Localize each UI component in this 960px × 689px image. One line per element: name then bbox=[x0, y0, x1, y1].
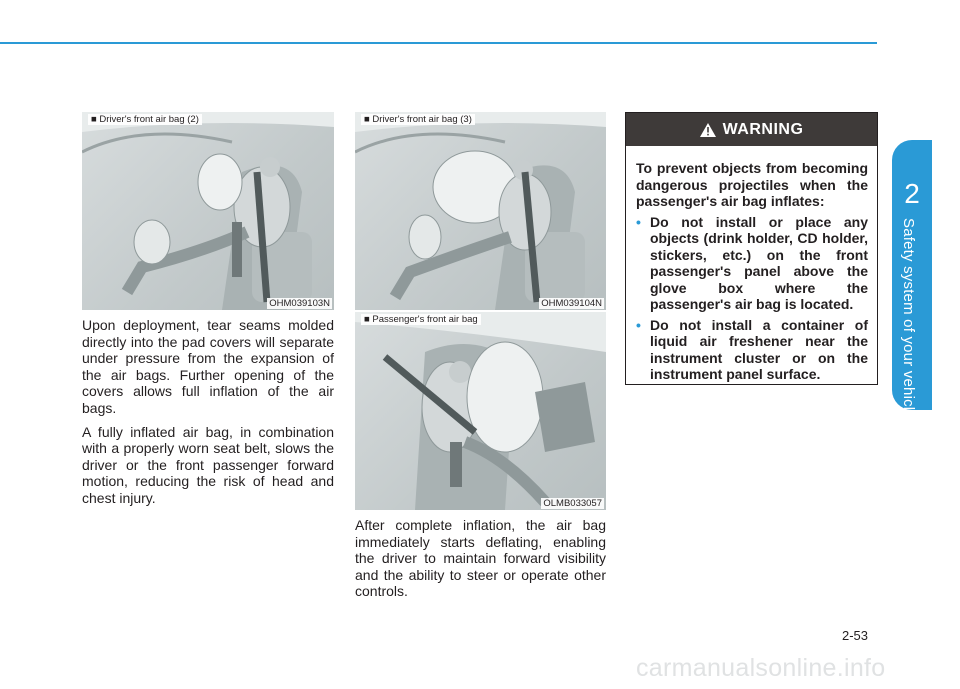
figure-driver-airbag-2 bbox=[82, 112, 334, 310]
warning-content bbox=[626, 146, 877, 383]
warning-item: • Do not install a container of liquid air freshener near the instrument cluster or on the instrument panel surface. bbox=[636, 316, 868, 382]
bullet-icon: • bbox=[636, 213, 641, 230]
figure-caption: ■ Driver's front air bag (3) bbox=[361, 114, 475, 125]
warning-intro: To prevent objects from becoming dangerous projectiles when the passenger's air bag inflates: bbox=[636, 160, 868, 209]
figure-code: OLMB033057 bbox=[543, 498, 602, 509]
driver-airbag-illustration bbox=[82, 112, 334, 310]
middle-column-text bbox=[355, 517, 606, 607]
paragraph: Upon deployment, tear seams molded directly into the pad covers will separate under pressure from the expansion of the air bags. Further opening of the covers allows full inflation of the air bags. bbox=[82, 317, 334, 416]
chapter-tab[interactable] bbox=[892, 140, 932, 419]
figure-driver-airbag-3 bbox=[355, 112, 606, 310]
warning-list bbox=[636, 214, 868, 383]
figure-code: OHM039104N bbox=[541, 298, 602, 309]
warning-triangle-icon bbox=[700, 123, 716, 137]
paragraph: A fully inflated air bag, in combination with a properly worn seat belt, slows the driver or the front passenger forward motion, reducing the risk of head and chest injury. bbox=[82, 423, 334, 506]
paragraph: After complete inflation, the air bag immediately starts deflating, enabling the driver to maintain forward visibility and the ability to steer or operate other controls. bbox=[355, 517, 606, 600]
warning-header bbox=[626, 113, 877, 146]
warning-item: • Do not install or place any objects (drink holder, CD holder, stickers, etc.) on the front passenger's panel above the glove box where the passenger's air bag is located. bbox=[636, 213, 868, 312]
header-rule bbox=[0, 42, 877, 44]
figure-code: OHM039103N bbox=[269, 298, 330, 309]
bullet-icon: • bbox=[636, 316, 641, 333]
figure-caption: ■ Passenger's front air bag bbox=[361, 314, 481, 325]
figure-caption: ■ Driver's front air bag (2) bbox=[88, 114, 202, 125]
page-number: 2-53 bbox=[842, 628, 869, 643]
warning-title: WARNING bbox=[722, 120, 804, 138]
warning-box bbox=[625, 112, 878, 385]
driver-airbag-deployed-illustration bbox=[355, 112, 606, 310]
chapter-number: 2 bbox=[904, 178, 920, 209]
passenger-airbag-illustration bbox=[355, 312, 606, 510]
left-column-text bbox=[82, 317, 334, 514]
watermark: carmanualsonline.info bbox=[636, 654, 886, 682]
chapter-title: Safety system of your vehicle bbox=[900, 218, 917, 419]
figure-passenger-airbag bbox=[355, 312, 606, 510]
